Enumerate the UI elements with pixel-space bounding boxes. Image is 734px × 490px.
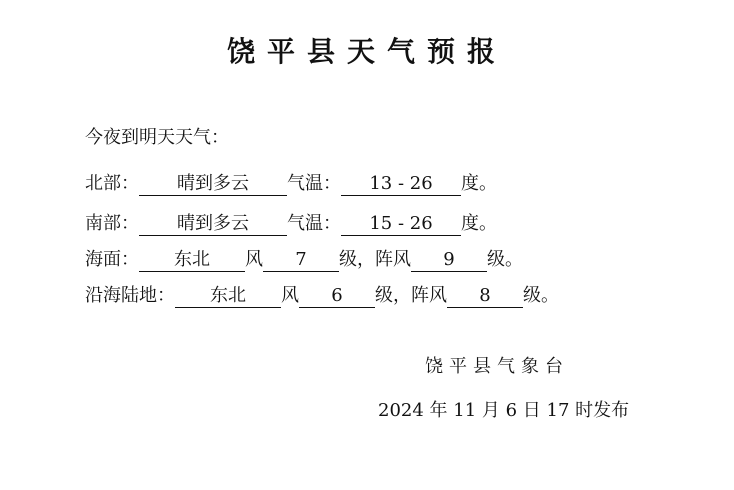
coast-gust-word: 级。: [523, 285, 559, 306]
north-weather: 晴到多云: [139, 173, 287, 196]
coast-forecast-line: [85, 284, 559, 308]
north-unit: 度。: [461, 173, 497, 194]
coast-level-word: 级，阵风: [375, 285, 447, 306]
south-temp: 15 - 26: [341, 213, 461, 236]
sea-gust-word: 级。: [487, 249, 523, 270]
south-forecast-line: [85, 212, 497, 236]
coast-gust-level: 8: [447, 285, 523, 308]
sea-wind-level: 7: [263, 249, 339, 272]
south-weather: 晴到多云: [139, 213, 287, 236]
sea-wind-word: 风: [245, 249, 263, 270]
issuer: 饶平县气象台: [425, 356, 569, 377]
south-label: 南部：: [85, 213, 139, 234]
north-temp-label: 气温：: [287, 173, 341, 194]
sea-forecast-line: [85, 248, 523, 272]
north-label: 北部：: [85, 173, 139, 194]
coast-wind-direction: 东北: [175, 285, 281, 308]
south-unit: 度。: [461, 213, 497, 234]
intro-line: 今夜到明天天气：: [85, 127, 229, 148]
issue-date: 2024 年 11 月 6 日 17 时发布: [378, 400, 630, 421]
north-temp: 13 - 26: [341, 173, 461, 196]
coast-wind-word: 风: [281, 285, 299, 306]
sea-label: 海面：: [85, 249, 139, 270]
coast-label: 沿海陆地：: [85, 285, 175, 306]
sea-gust-level: 9: [411, 249, 487, 272]
sea-wind-direction: 东北: [139, 249, 245, 272]
sea-level-word: 级，阵风: [339, 249, 411, 270]
page-title: 饶平县天气预报: [226, 35, 507, 68]
south-temp-label: 气温：: [287, 213, 341, 234]
north-forecast-line: [85, 172, 497, 196]
coast-wind-level: 6: [299, 285, 375, 308]
